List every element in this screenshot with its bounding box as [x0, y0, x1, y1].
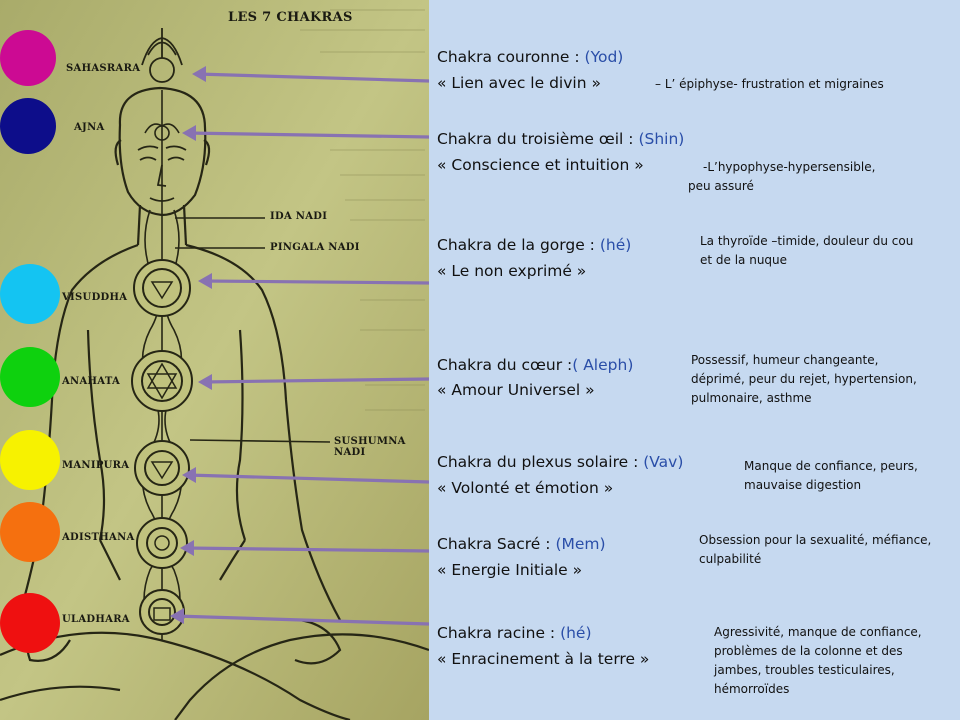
label-visuddha: VISUDDHA — [62, 292, 128, 303]
chakra-illustration — [0, 0, 429, 720]
root-hebrew-letter: (hé) — [560, 624, 592, 642]
throat-chakra-title: Chakra de la gorge : — [437, 236, 600, 254]
label-sushumna-nadi: SUSHUMNA NADI — [334, 436, 406, 458]
paper-background — [0, 0, 429, 720]
description-line: Agressivité, manque de confiance, — [714, 625, 922, 639]
solar-hebrew-letter: (Vav) — [643, 453, 684, 471]
description-line: culpabilité — [699, 552, 762, 566]
heart-hebrew-letter: ( Aleph) — [572, 356, 634, 374]
label-uladhara: ULADHARA — [62, 614, 130, 625]
sacral-chakra-title: Chakra Sacré : — [437, 535, 556, 553]
label-adisthana: ADISTHANA — [62, 532, 135, 543]
third-eye-chakra-quote: « Conscience et intuition » — [437, 156, 644, 174]
third-eye-chakra-name — [437, 130, 684, 148]
third-eye-chakra-description — [688, 158, 875, 196]
solar-chakra-title: Chakra du plexus solaire : — [437, 453, 644, 471]
description-line: déprimé, peur du rejet, hypertension, — [691, 372, 917, 386]
solar-chakra-description — [744, 457, 918, 495]
solar-chakra-name — [437, 453, 683, 471]
root-color-dot — [0, 593, 60, 653]
throat-chakra-description — [700, 232, 913, 270]
description-line: Possessif, humeur changeante, — [691, 353, 879, 367]
throat-hebrew-letter: (hé) — [599, 236, 632, 254]
solar-color-dot — [0, 430, 60, 490]
solar-chakra-quote: « Volonté et émotion » — [437, 479, 614, 497]
throat-chakra-quote: « Le non exprimé » — [437, 262, 587, 280]
heart-chakra-description — [691, 351, 917, 408]
throat-chakra-name — [437, 236, 631, 254]
third-eye-hebrew-letter: (Shin) — [638, 130, 685, 148]
root-chakra-quote: « Enracinement à la terre » — [437, 650, 650, 668]
description-line: jambes, troubles testiculaires, — [714, 663, 895, 677]
third-eye-color-dot — [0, 98, 56, 154]
label-manipura: MANIPURA — [62, 460, 130, 471]
root-chakra-title: Chakra racine : — [437, 624, 561, 642]
crown-chakra-description — [655, 75, 884, 94]
label-sahasrara: SAHASRARA — [66, 63, 141, 74]
label-pingala-nadi: PINGALA NADI — [270, 242, 360, 253]
crown-color-dot — [0, 30, 56, 86]
description-line: hémorroïdes — [714, 682, 790, 696]
heart-chakra-quote: « Amour Universel » — [437, 381, 595, 399]
label-ida-nadi: IDA NADI — [270, 211, 328, 222]
description-line: peu assuré — [688, 179, 754, 193]
figure-drawing — [0, 0, 429, 720]
heart-chakra-title: Chakra du cœur : — [437, 356, 573, 374]
description-line: Obsession pour la sexualité, méfiance, — [699, 533, 932, 547]
third-eye-chakra-title: Chakra du troisième œil : — [437, 130, 639, 148]
illustration-title: LES 7 CHAKRAS — [228, 10, 353, 25]
crown-chakra-quote: « Lien avec le divin » — [437, 74, 601, 92]
label-ajna: AJNA — [74, 122, 105, 133]
description-line: – L’ épiphyse- frustration et migraines — [655, 77, 884, 91]
sacral-chakra-quote: « Energie Initiale » — [437, 561, 583, 579]
description-line: pulmonaire, asthme — [691, 391, 812, 405]
description-line: problèmes de la colonne et des — [714, 644, 903, 658]
root-chakra-name — [437, 624, 592, 642]
label-anahata: ANAHATA — [62, 376, 121, 387]
description-line: -L’hypophyse-hypersensible, — [703, 160, 876, 174]
sacral-chakra-description — [699, 531, 931, 569]
description-line: Manque de confiance, peurs, — [744, 459, 918, 473]
description-line: mauvaise digestion — [744, 478, 862, 492]
crown-hebrew-letter: (Yod) — [584, 48, 624, 66]
root-chakra-description — [714, 623, 922, 699]
sacral-hebrew-letter: (Mem) — [555, 535, 606, 553]
description-line: La thyroïde –timide, douleur du cou — [700, 234, 914, 248]
sacral-color-dot — [0, 502, 60, 562]
sacral-chakra-name — [437, 535, 606, 553]
heart-chakra-name — [437, 356, 633, 374]
description-line: et de la nuque — [700, 253, 788, 267]
heart-color-dot — [0, 347, 60, 407]
throat-color-dot — [0, 264, 60, 324]
crown-chakra-name — [437, 48, 623, 66]
crown-chakra-title: Chakra couronne : — [437, 48, 585, 66]
